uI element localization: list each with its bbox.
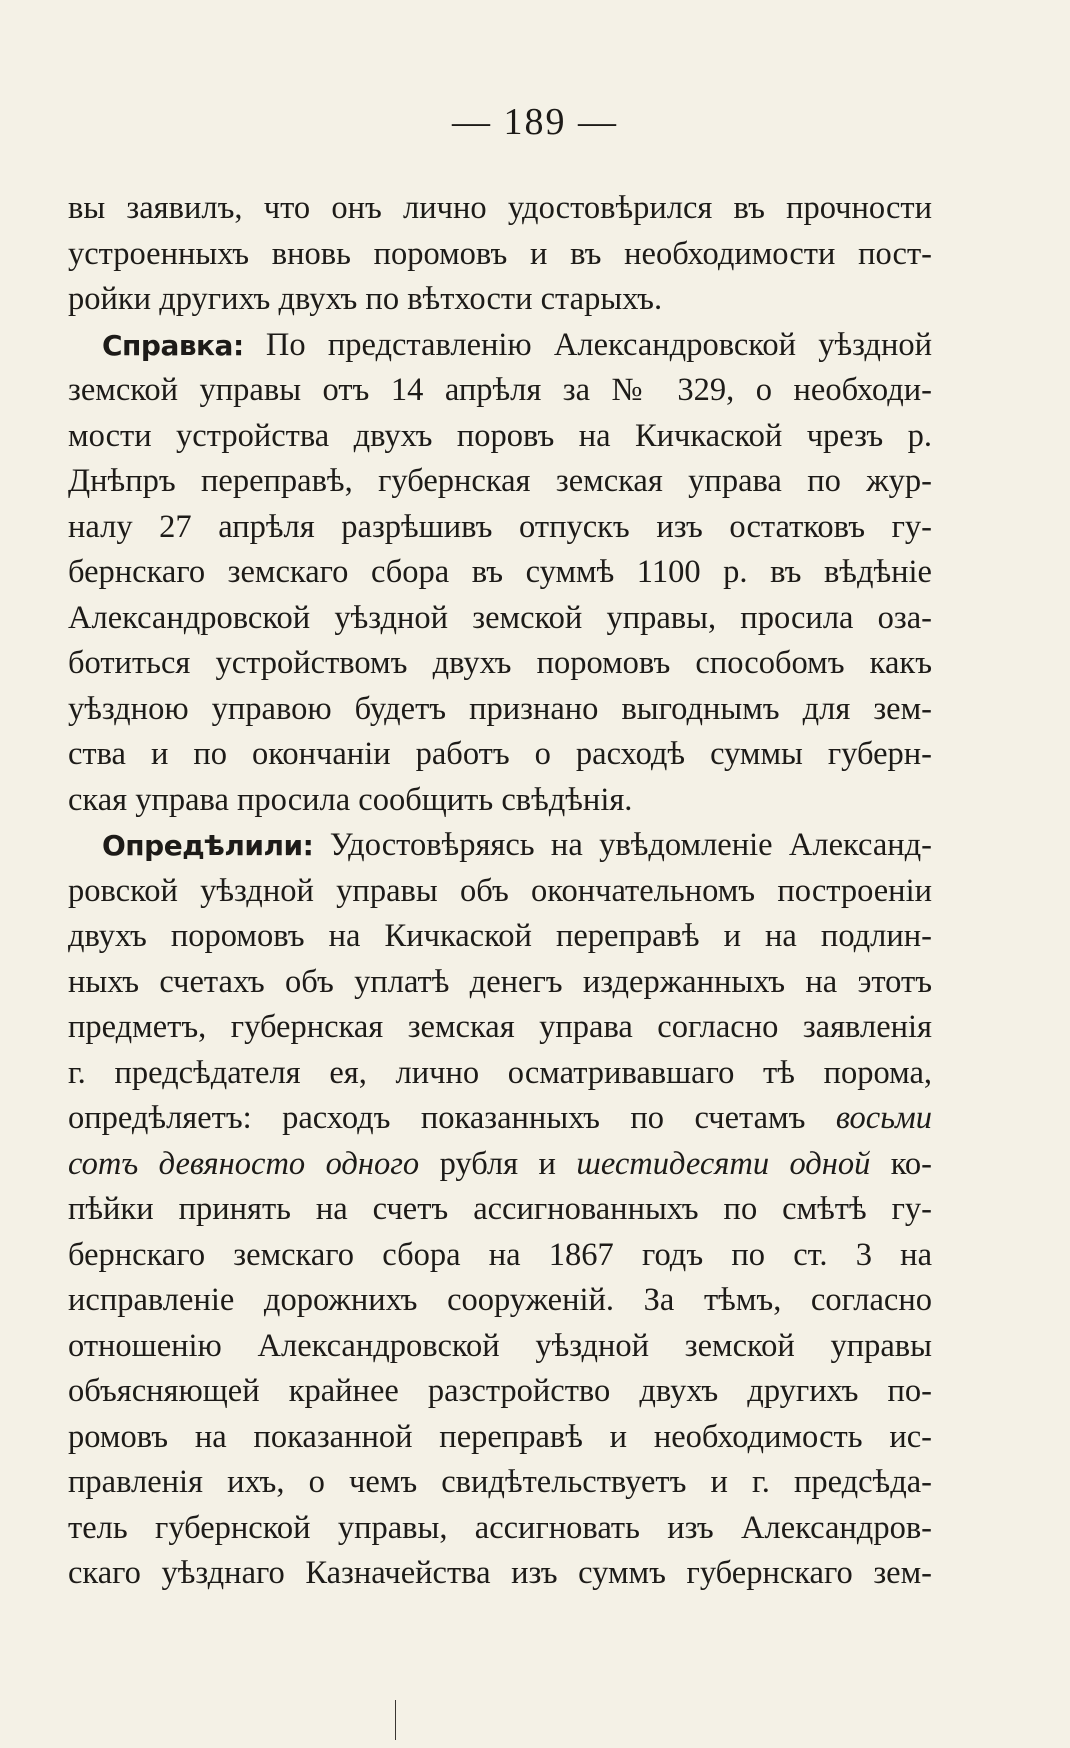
body-text	[68, 186, 932, 1597]
text-line: ныхъ счетахъ объ уплатѣ денегъ издержанныхъ на этотъ	[68, 963, 932, 1000]
page-number: — 189 —	[452, 101, 618, 143]
footer-mark	[395, 1700, 396, 1740]
text-line: пѣйки принять на счетъ ассигнованныхъ по смѣтѣ гу-	[68, 1191, 932, 1227]
text-line: устроенныхъ вновь поромовъ и въ необходимости пост-	[68, 235, 932, 272]
opredelili-first-line	[68, 823, 932, 869]
text-line: исправленіе дорожнихъ сооруженій. За тѣмъ, согласно	[68, 1282, 932, 1318]
text-line: ромовъ на показанной переправѣ и необходимость ис-	[68, 1418, 932, 1455]
text-line: бернскаго земскаго сбора въ суммѣ 1100 р. въ вѣдѣніе	[68, 554, 932, 590]
text-line: бернскаго земскаго сбора на 1867 годъ по ст. 3 на	[68, 1236, 932, 1273]
line-text: рубля и	[419, 1145, 577, 1182]
spravka-first-line	[68, 323, 932, 369]
text-line: Днѣпръ переправѣ, губернская земская управа по жур-	[68, 463, 932, 499]
line-text: опредѣляетъ: расходъ показанныхъ по счетамъ	[68, 1100, 836, 1136]
text-line: ботиться устройствомъ двухъ поромовъ способомъ какъ	[68, 645, 932, 681]
text-line: двухъ поромовъ на Кичкаской переправѣ и на подлин-	[68, 918, 932, 954]
text-line: Александровской уѣздной земской управы, просила оза-	[68, 599, 932, 636]
opredelili-heading: Опредѣлили:	[102, 829, 314, 862]
text-line: тель губернской управы, ассигновать изъ Александров-	[68, 1509, 932, 1546]
text-line: ройки другихъ двухъ по вѣтхости старыхъ.	[68, 281, 663, 317]
text-line: скаго уѣзднаго Казначейства изъ суммъ губернскаго зем-	[68, 1555, 932, 1591]
text-line: вы заявилъ, что онъ лично удостовѣрился въ прочности	[68, 190, 932, 226]
text-line-italic-2	[68, 1142, 932, 1188]
text-line: уѣздною управою будетъ признано выгоднымъ для зем-	[68, 690, 932, 727]
text-line: правленія ихъ, о чемъ свидѣтельствуетъ и г. предсѣда-	[68, 1464, 932, 1500]
text-line: налу 27 апрѣля разрѣшивъ отпускъ изъ остатковъ гу-	[68, 508, 932, 545]
text-line: объясняющей крайнее разстройство двухъ другихъ по-	[68, 1373, 932, 1409]
text-line: отношенію Александровской уѣздной земской управы	[68, 1327, 932, 1364]
text-line-italic-1	[68, 1096, 932, 1142]
line-text: ко-	[870, 1145, 932, 1182]
text-line: ства и по окончаніи работъ о расходѣ суммы губерн-	[68, 736, 932, 772]
text-line: земской управы отъ 14 апрѣля за № 329, о необходи-	[68, 372, 932, 408]
italic-amount-text: восьми	[835, 1100, 932, 1136]
spravka-heading: Справка:	[102, 328, 244, 362]
text-line: предметъ, губернская земская управа согласно заявленія	[68, 1009, 932, 1045]
spravka-first-line-text: По представленію Александровской уѣздной	[243, 326, 932, 363]
text-line: ская управа просила сообщить свѣдѣнія.	[68, 781, 633, 818]
opredelili-first-line-text: Удостовѣряясь на увѣдомленіе Александ-	[313, 827, 932, 863]
italic-amount-text: сотъ девяносто одного	[68, 1145, 420, 1182]
italic-amount-text: шестидесяти одной	[576, 1145, 871, 1182]
text-line: г. предсѣдателя ея, лично осматривавшаго тѣ порома,	[68, 1054, 932, 1091]
text-line: мости устройства двухъ поровъ на Кичкаской чрезъ р.	[68, 417, 932, 454]
text-line: ровской уѣздной управы объ окончательномъ построеніи	[68, 872, 932, 909]
